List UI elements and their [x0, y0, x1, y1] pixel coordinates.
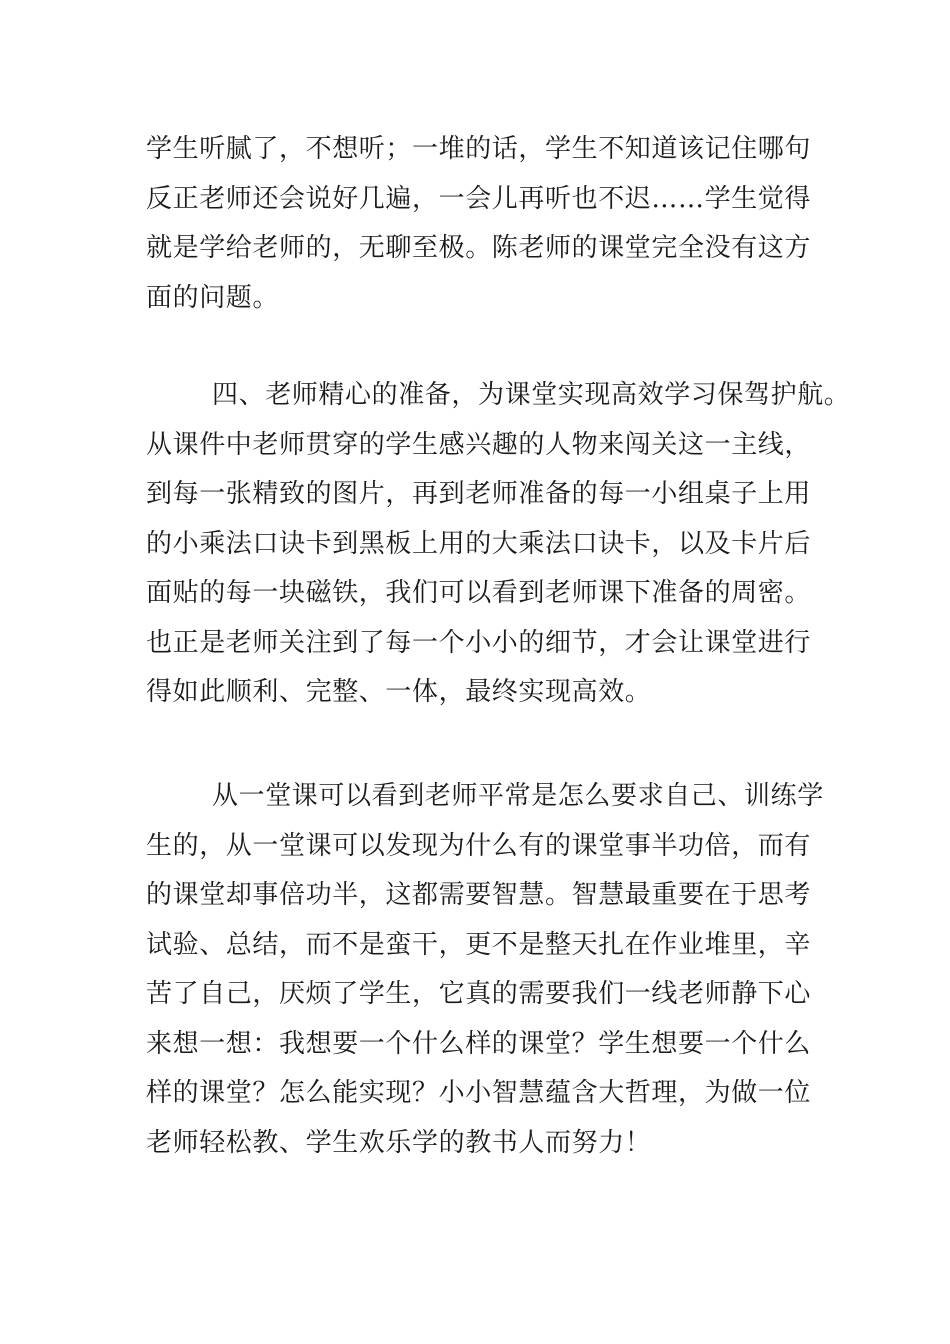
- paragraph-conclusion: [146, 772, 846, 1168]
- text-line: 的小乘法口诀卡到黑板上用的大乘法口诀卡，以及卡片后: [146, 528, 812, 559]
- text-line: 苦了自己，厌烦了学生，它真的需要我们一线老师静下心: [146, 979, 812, 1009]
- text-line: 样的课堂？怎么能实现？小小智慧蕴含大哲理，为做一位: [146, 1078, 812, 1108]
- text-line: 学生听腻了，不想听；一堆的话，学生不知道该记住哪句: [146, 134, 812, 164]
- text-line: 的课堂却事倍功半，这都需要智慧。智慧最重要在于思考: [146, 880, 812, 910]
- text-line: 得如此顺利、完整、一体，最终实现高效。: [146, 677, 652, 707]
- text-line: 就是学给老师的，无聊至极。陈老师的课堂完全没有这方: [146, 233, 812, 263]
- text-line: 面贴的每一块磁铁，我们可以看到老师课下准备的周密。: [146, 578, 812, 608]
- text-line: 生的，从一堂课可以发现为什么有的课堂事半功倍，而有: [146, 830, 812, 861]
- text-line: 也正是老师关注到了每一个小小的细节，才会让课堂进行: [146, 627, 812, 658]
- text-line: 面的问题。: [146, 282, 280, 313]
- text-line: 老师轻松教、学生欢乐学的教书人而努力！: [146, 1127, 652, 1158]
- text-line: 从一堂课可以看到老师平常是怎么要求自己、训练学: [212, 781, 824, 811]
- paragraph-continuation: [146, 125, 846, 323]
- text-line: 反正老师还会说好几遍，一会儿再听也不迟……学生觉得: [146, 183, 812, 214]
- text-line: 从课件中老师贯穿的学生感兴趣的人物来闯关这一主线，: [146, 429, 812, 460]
- text-line: 四、老师精心的准备，为课堂实现高效学习保驾护航。: [212, 380, 851, 410]
- text-line: 来想一想：我想要一个什么样的课堂？学生想要一个什么: [146, 1028, 812, 1059]
- paragraph-section-four: [146, 371, 851, 718]
- text-line: 到每一张精致的图片，再到老师准备的每一小组桌子上用: [146, 479, 812, 509]
- text-line: 试验、总结，而不是蛮干，更不是整天扎在作业堆里，辛: [146, 929, 812, 960]
